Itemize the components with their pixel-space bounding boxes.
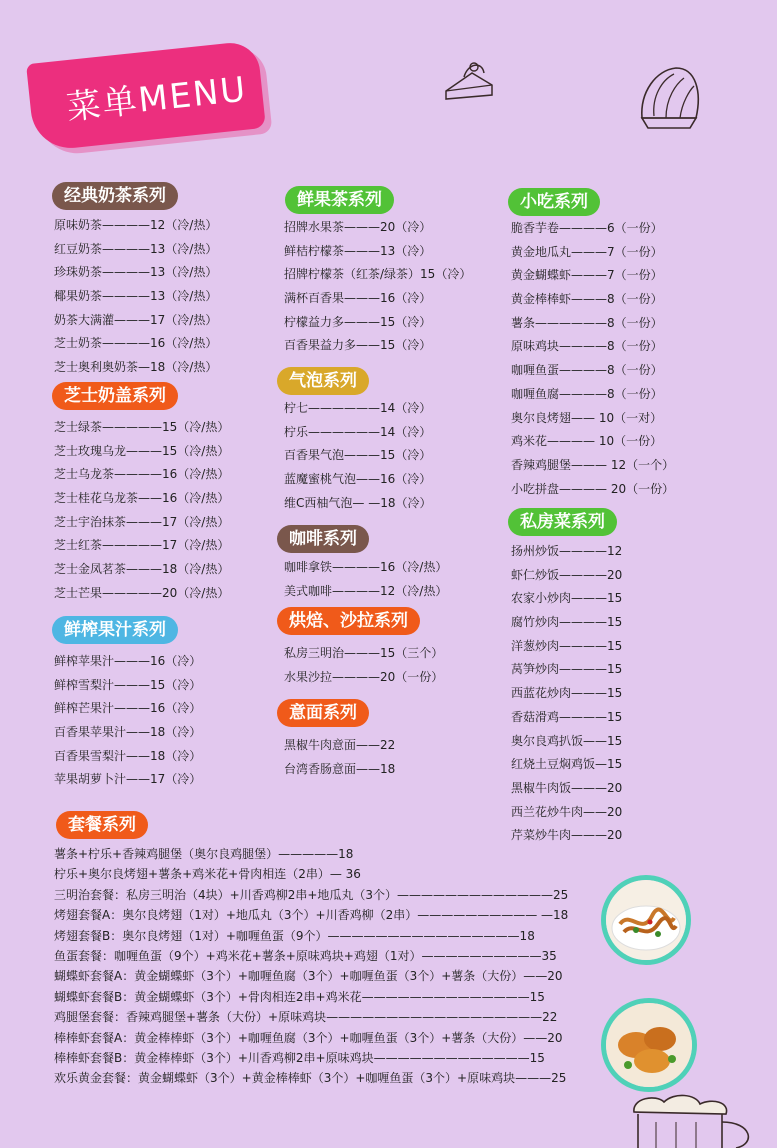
list-item: 芝士桂花乌龙茶——16（冷/热） [54,491,230,506]
list-item: 台湾香肠意面——18 [284,761,396,776]
header-milk-tea: 经典奶茶系列 [52,182,178,210]
list-item: 芝士宇治抹茶———17（冷/热） [54,514,230,529]
list-item: 黑椒牛肉饭———20 [511,780,623,795]
list-coffee [284,556,447,603]
list-item: 芝士奶茶————16（冷/热） [54,336,218,351]
list-sparkling [284,397,431,515]
list-item: 西蓝花炒肉———15 [511,686,623,701]
list-item: 芝士金凤茗茶———18（冷/热） [54,562,230,577]
list-item: 香菇滑鸡————15 [511,709,623,724]
list-item: 百香果苹果汁——18（冷） [54,725,202,740]
list-item: 西兰花炒牛肉——20 [511,804,623,819]
list-item: 鲜榨芒果汁———16（冷） [54,701,202,716]
list-item: 扬州炒饭————12 [511,544,623,558]
list-fruit-tea [284,216,471,358]
list-item: 棒棒虾套餐A：黄金棒棒虾（3个）+咖喱鱼腐（3个）+咖喱鱼蛋（3个）+薯条（大份）——20 [54,1030,563,1045]
list-item: 原味鸡块————8（一份） [511,339,663,354]
meringue-icon [636,62,706,134]
header-sparkling: 气泡系列 [277,367,369,395]
list-item: 芝士芒果—————20（冷/热） [54,585,230,600]
list-pasta [284,734,395,781]
beer-mug-icon [626,1092,777,1148]
list-item: 柠七——————14（冷） [284,401,432,415]
list-juice [54,650,201,792]
list-item: 鱼蛋套餐：咖喱鱼蛋（9个）+鸡米花+薯条+原味鸡块+鸡翅（1对）——————————35 [54,948,557,963]
list-item: 三明治套餐：私房三明治（4块）+川香鸡柳2串+地瓜丸（3个）—————————————25 [54,887,569,902]
list-item: 原味奶茶————12（冷/热） [54,218,218,232]
list-item: 芹菜炒牛肉———20 [511,828,623,843]
list-item: 黄金地瓜丸———7（一份） [511,244,663,259]
list-item: 红烧土豆焖鸡饭—15 [511,757,623,772]
list-milk-tea [54,214,217,380]
list-item: 棒棒虾套餐B：黄金棒棒虾（3个）+川香鸡柳2串+原味鸡块—————————————15 [54,1050,545,1065]
list-item: 柠檬益力多———15（冷） [284,314,432,329]
list-item: 鸡腿堡套餐：香辣鸡腿堡+薯条（大份）+原味鸡块——————————————————22 [54,1010,558,1025]
list-item: 黄金棒棒虾———8（一份） [511,292,663,307]
list-item: 芝士玫瑰乌龙———15（冷/热） [54,443,230,458]
list-item: 芝士奥利奥奶茶—18（冷/热） [54,360,218,375]
list-item: 水果沙拉————20（一份） [284,669,444,684]
list-item: 鲜桔柠檬茶———13（冷） [284,243,432,258]
list-item: 满杯百香果———16（冷） [284,291,432,306]
list-item: 苹果胡萝卜汁——17（冷） [54,772,202,787]
list-item: 薯条+柠乐+香辣鸡腿堡（奥尔良鸡腿堡）—————18 [54,847,354,861]
list-item: 维C西柚气泡— —18（冷） [284,495,432,510]
list-item: 红豆奶茶————13（冷/热） [54,241,218,256]
list-item: 香辣鸡腿堡——— 12（一个） [511,457,675,472]
list-item: 薯条——————8（一份） [511,315,663,330]
list-item: 百香果气泡———15（冷） [284,448,432,463]
list-item: 洋葱炒肉————15 [511,638,623,653]
list-item: 招牌柠檬茶（红茶/绿茶）15（冷） [284,267,472,282]
list-bakery [284,642,443,689]
header-pasta: 意面系列 [277,699,369,727]
header-private: 私房菜系列 [508,508,617,536]
list-item: 黑椒牛肉意面——22 [284,738,396,752]
menu-title: 菜单MENU [64,69,250,129]
list-item: 咖喱鱼蛋————8（一份） [511,363,663,378]
list-item: 百香果益力多——15（冷） [284,338,432,353]
cake-icon [442,55,500,103]
list-item: 柠乐+奥尔良烤翅+薯条+鸡米花+骨肉相连（2串）— 36 [54,867,361,882]
list-combo [54,844,568,1089]
header-fruit-tea: 鲜果茶系列 [285,186,394,214]
list-item: 蓝魔蜜桃气泡——16（冷） [284,472,432,487]
header-juice: 鲜榨果汁系列 [52,616,178,644]
list-item: 百香果雪梨汁——18（冷） [54,748,202,763]
header-snacks: 小吃系列 [508,188,600,216]
list-item: 农家小炒肉———15 [511,591,623,606]
list-item: 咖喱鱼腐————8（一份） [511,386,663,401]
list-private [511,540,622,848]
list-item: 鲜榨苹果汁———16（冷） [54,654,202,668]
list-item: 小吃拼盘———— 20（一份） [511,481,675,496]
list-item: 芝士绿茶—————15（冷/热） [54,420,230,434]
list-item: 奥尔良烤翅—— 10（一对） [511,410,663,425]
list-item: 莴笋炒肉————15 [511,662,623,677]
list-item: 烤翅套餐A：奥尔良烤翅（1对）+地瓜丸（3个）+川香鸡柳（2串）—————————— —18 [54,908,569,923]
list-item: 奶茶大满灌———17（冷/热） [54,312,218,327]
list-item: 蝴蝶虾套餐B：黄金蝴蝶虾（3个）+骨肉相连2串+鸡米花——————————————15 [54,989,545,1004]
list-item: 招牌水果茶———20（冷） [284,220,432,234]
header-bakery: 烘焙、沙拉系列 [277,607,420,635]
list-item: 美式咖啡————12（冷/热） [284,583,448,598]
list-item: 私房三明治———15（三个） [284,646,444,660]
list-item: 黄金蝴蝶虾———7（一份） [511,268,663,283]
header-coffee: 咖啡系列 [277,525,369,553]
list-item: 鲜榨雪梨汁———15（冷） [54,677,202,692]
header-combo: 套餐系列 [56,811,148,839]
list-item: 柠乐——————14（冷） [284,424,432,439]
list-item: 虾仁炒饭————20 [511,567,623,582]
list-item: 脆香芋卷————6（一份） [511,221,663,235]
noodles-photo [601,875,691,965]
list-cheese-tea [54,416,229,606]
list-snacks [511,217,674,501]
list-item: 芝士红茶—————17（冷/热） [54,538,230,553]
list-item: 奥尔良鸡扒饭——15 [511,733,623,748]
fried-chicken-photo [601,998,697,1092]
list-item: 咖啡拿铁————16（冷/热） [284,560,448,574]
list-item: 蝴蝶虾套餐A：黄金蝴蝶虾（3个）+咖喱鱼腐（3个）+咖喱鱼蛋（3个）+薯条（大份）——20 [54,969,563,984]
list-item: 欢乐黄金套餐：黄金蝴蝶虾（3个）+黄金棒棒虾（3个）+咖喱鱼蛋（3个）+原味鸡块———25 [54,1071,567,1086]
menu-title-banner [26,40,266,152]
list-item: 烤翅套餐B：奥尔良烤翅（1对）+咖喱鱼蛋（9个）————————————————18 [54,928,535,943]
list-item: 珍珠奶茶————13（冷/热） [54,265,218,280]
list-item: 椰果奶茶————13（冷/热） [54,289,218,304]
list-item: 鸡米花———— 10（一份） [511,434,663,449]
list-item: 芝士乌龙茶————16（冷/热） [54,467,230,482]
list-item: 腐竹炒肉————15 [511,615,623,630]
header-cheese-tea: 芝士奶盖系列 [52,382,178,410]
